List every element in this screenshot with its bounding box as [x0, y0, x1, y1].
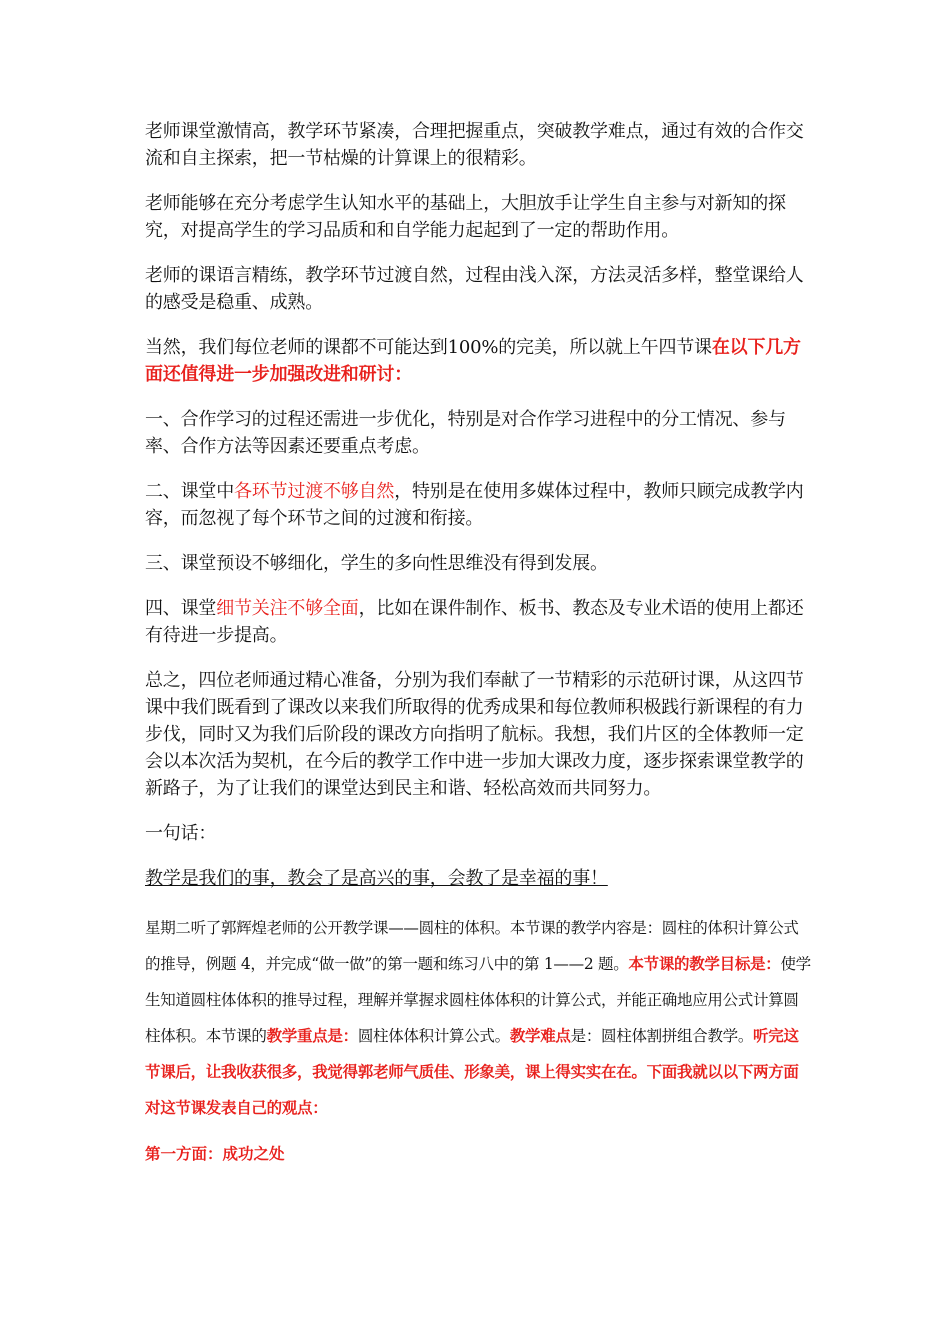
- paragraph-4-highlight: 在以下几方面还值得进一步加强改进和研讨：: [145, 337, 801, 385]
- paragraph-7: [145, 550, 811, 577]
- paragraph-1: [145, 118, 811, 172]
- paragraph-12-text-c: 使学生知道圆柱体体积的推导过程，理解并掌握求圆柱体体积的计算公式，并能正确地应用公式计算圆柱体积。本节课的: [145, 955, 811, 1045]
- paragraph-12-text-e: 圆柱体体积计算公式。: [357, 1027, 510, 1045]
- teaching-goal-label: 本节课的教学目标是：: [628, 954, 781, 973]
- paragraph-7-text: 三、课堂预设不够细化，学生的多向性思维没有得到发展。: [145, 553, 608, 574]
- paragraph-5: [145, 406, 811, 460]
- paragraph-9-text: 总之，四位老师通过精心准备，分别为我们奉献了一节精彩的示范研讨课，从这四节课中我们既看到了课改以来我们所取得的优秀成果和每位教师积极践行新课程的有力步伐，同时又为我们后阶段的课改方向指明了航标。我想，我们片区的全体教师一定会以本次活为契机，在今后的教学工作中进一步加大课改力度，逐步探索课堂教学的新路子，为了让我们的课堂达到民主和谐、轻松高效而共同努力。: [145, 670, 804, 799]
- paragraph-12-highlight: 听完这节课后，让我收获很多，我觉得郭老师气质佳、形象美，课上得实实在在。下面我就以以下两方面对这节课发表自己的观点：: [145, 1026, 799, 1117]
- paragraph-8-text-c: ，比如在课件制作、板书、教态及专业术语的使用上都还有待进一步提高。: [145, 598, 804, 646]
- paragraph-2: [145, 190, 811, 244]
- paragraph-6-text-c: ，特别是在使用多媒体过程中，教师只顾完成教学内容，而忽视了每个环节之间的过渡和衔接。: [145, 481, 804, 529]
- paragraph-6: [145, 478, 811, 532]
- section-heading: [145, 1136, 811, 1172]
- paragraph-8-text-a: 四、课堂: [145, 598, 217, 619]
- paragraph-11: [145, 865, 811, 892]
- paragraph-5-text: 一、合作学习的过程还需进一步优化，特别是对合作学习进程中的分工情况、参与率、合作方法等因素还要重点考虑。: [145, 409, 786, 457]
- teaching-difficulty-label: 教学难点: [509, 1026, 571, 1045]
- document-body: [145, 118, 811, 1188]
- paragraph-8: [145, 595, 811, 649]
- paragraph-6-text-a: 二、课堂中: [145, 481, 234, 502]
- paragraph-8-highlight: 细节关注不够全面: [216, 598, 359, 619]
- paragraph-3: [145, 262, 811, 316]
- paragraph-12-text-a: 星期二听了郭辉煌老师的公开教学课——圆柱的体积。本节课的教学内容是：圆柱的体积计算公式的推导，例题 4，并完成“做一做”的第一题和练习八中的第 1——2 题。: [145, 919, 799, 973]
- motto-text: 教学是我们的事，教会了是高兴的事，会教了是幸福的事！: [145, 868, 608, 889]
- section-heading-text: 第一方面：成功之处: [145, 1144, 285, 1163]
- paragraph-9: [145, 667, 811, 802]
- paragraph-1-text: 老师课堂激情高，教学环节紧凑，合理把握重点，突破教学难点，通过有效的合作交流和自主探索，把一节枯燥的计算课上的很精彩。: [145, 121, 804, 169]
- paragraph-4-text: 当然，我们每位老师的课都不可能达到100%的完美，所以就上午四节课: [145, 337, 712, 358]
- teaching-focus-label: 教学重点是：: [266, 1026, 358, 1045]
- paragraph-2-text: 老师能够在充分考虑学生认知水平的基础上，大胆放手让学生自主参与对新知的探究，对提高学生的学习品质和和自学能力起起到了一定的帮助作用。: [145, 193, 786, 241]
- paragraph-3-text: 老师的课语言精练，教学环节过渡自然，过程由浅入深，方法灵活多样，整堂课给人的感受是稳重、成熟。: [145, 265, 804, 313]
- paragraph-6-highlight: 各环节过渡不够自然: [234, 481, 395, 502]
- paragraph-12: [145, 910, 811, 1126]
- paragraph-10-text: 一句话：: [145, 823, 217, 844]
- paragraph-10: [145, 820, 811, 847]
- paragraph-12-text-g: 是：圆柱体割拼组合教学。: [570, 1027, 754, 1045]
- paragraph-4: [145, 334, 811, 388]
